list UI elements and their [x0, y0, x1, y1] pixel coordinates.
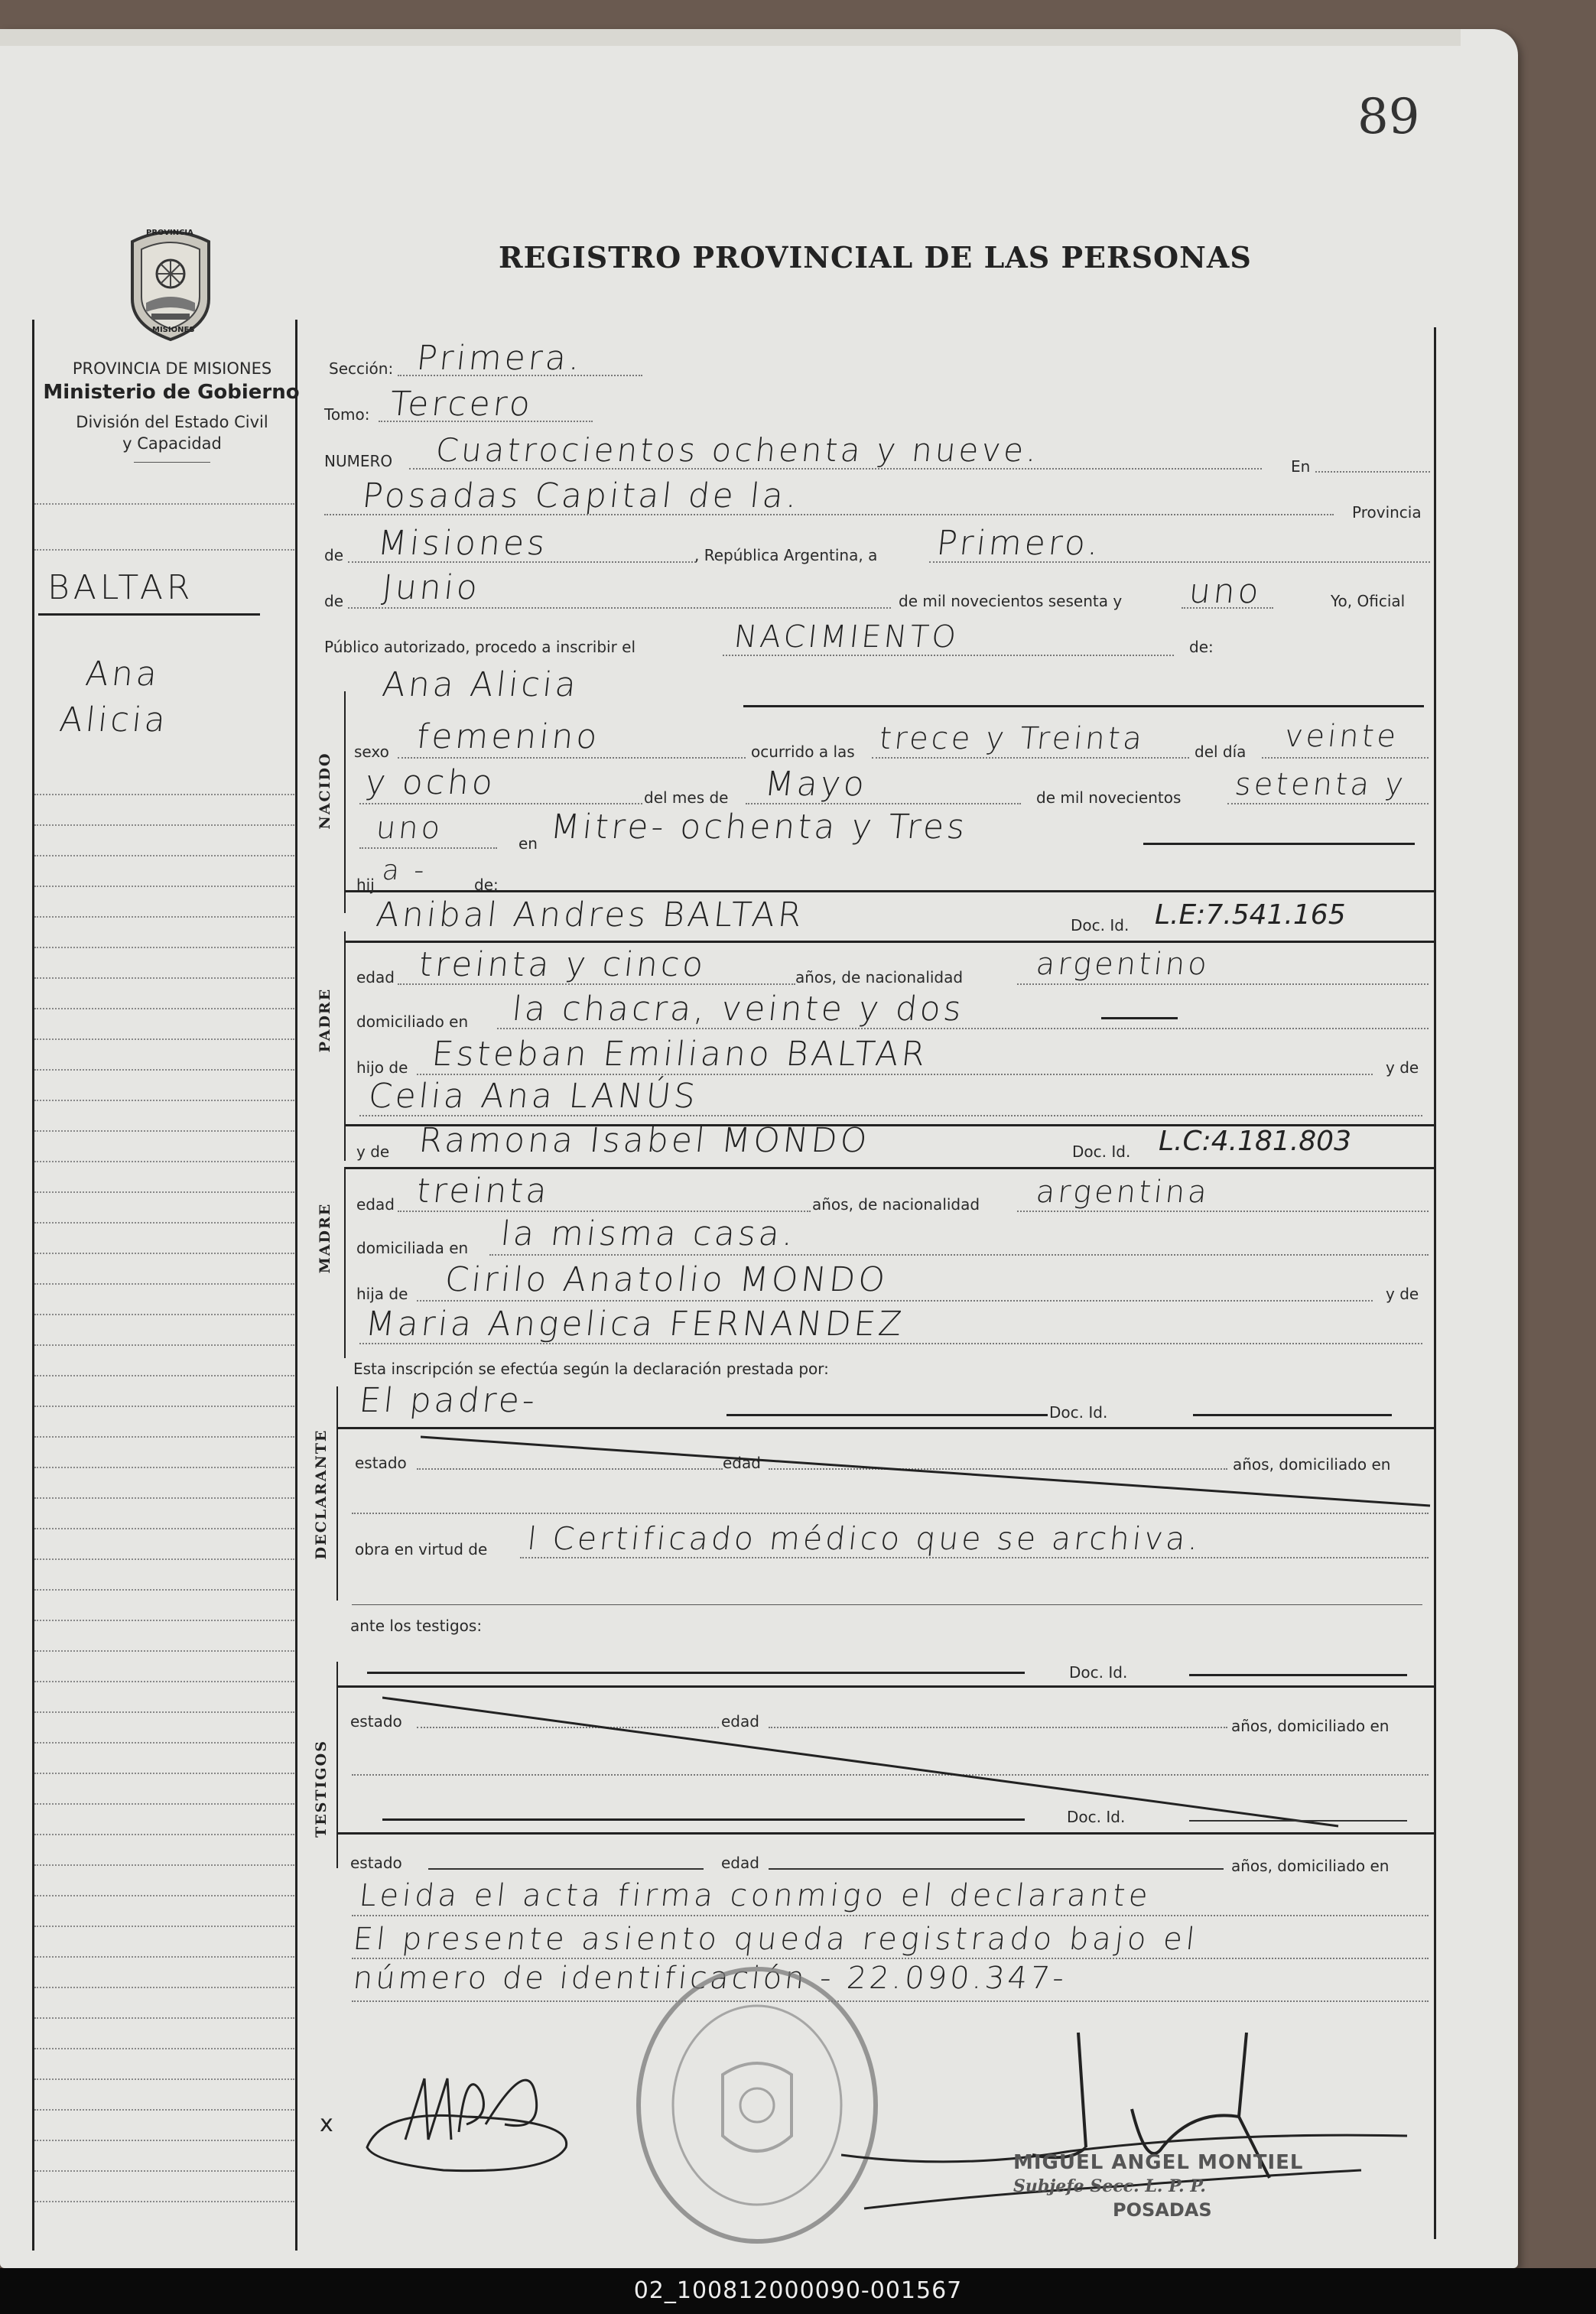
ministry-name: Ministerio de Gobierno	[43, 381, 300, 404]
esta-inscripcion-label: Esta inscripción se efectúa según la declaración prestada por:	[353, 1360, 829, 1378]
en-line	[1315, 471, 1430, 473]
abuela-paterna-value: Celia Ana LANÚS	[366, 1077, 700, 1116]
dia-line1-value: veinte	[1282, 719, 1401, 754]
tipo-line	[723, 655, 1174, 656]
testigo2-name-line	[382, 1818, 1025, 1821]
dia-line2-line	[359, 803, 642, 804]
division-line1: División del Estado Civil	[76, 413, 268, 431]
page-right-border	[1434, 327, 1436, 2239]
de-colon-label: de:	[1189, 638, 1214, 656]
nombre-line	[743, 705, 1424, 707]
testigo1-edad-label: edad	[721, 1712, 759, 1731]
yo-oficial-label: Yo, Oficial	[1331, 592, 1406, 610]
page-number: 89	[1357, 89, 1420, 145]
padre-nacionalidad-value: argentino	[1034, 947, 1212, 982]
mes-value: Mayo	[762, 765, 870, 804]
del-mes-label: del mes de	[644, 788, 729, 807]
note-line3: número de identificación - 22.090.347-	[351, 1961, 1069, 1996]
dia-line1-line	[1262, 757, 1429, 759]
testigo2-edad-line	[769, 1868, 1224, 1870]
madre-nacionalidad-value: argentina	[1034, 1175, 1212, 1210]
testigo1-anos-label: años, domiciliado en	[1231, 1717, 1390, 1735]
official-stamp-line2: Subjefe Secc. L. P. P.	[1013, 2176, 1206, 2196]
seccion-line	[398, 375, 642, 376]
madre-edad-label: edad	[356, 1195, 395, 1214]
declarante-doc-line	[1193, 1414, 1392, 1416]
madre-name-rule	[344, 1167, 1434, 1169]
section-testigos: TESTIGOS	[313, 1740, 330, 1838]
provincia-line	[348, 561, 696, 563]
note-line2-rule	[352, 1958, 1429, 1959]
note-line2: El presente asiento queda registrado bajo el	[351, 1922, 1201, 1957]
padre-edad-line	[398, 983, 795, 985]
anio-inscripcion-value: uno	[1187, 572, 1264, 611]
madre-hija-label: hija de	[356, 1285, 408, 1303]
seal-bottom-text: MISIONES	[152, 326, 195, 334]
lugar-line	[324, 514, 1334, 515]
obra-virtud-label: obra en virtud de	[355, 1540, 488, 1558]
numero-label: NUMERO	[324, 452, 393, 470]
testigo1-estado-label: estado	[350, 1712, 402, 1731]
testigo1-doc-label: Doc. Id.	[1069, 1663, 1128, 1682]
lugar-value: Posadas Capital de la.	[360, 476, 802, 515]
testigo2-estado-label: estado	[350, 1854, 402, 1872]
note-line1-rule	[352, 1915, 1429, 1916]
abuelo-paterno-line	[417, 1074, 1373, 1075]
section-nacido: NACIDO	[317, 752, 333, 830]
madre-doc-value: L.C:4.181.803	[1159, 1126, 1351, 1157]
note-line3-rule	[352, 2000, 1429, 2002]
seccion-value: Primera.	[414, 339, 585, 378]
declarante-cancel-stroke	[421, 1432, 1434, 1509]
anio-line1-line	[1227, 803, 1429, 804]
abuela-materna-value: Maria Angelica FERNANDEZ	[363, 1305, 907, 1344]
padre-edad-value: treinta y cinco	[417, 945, 708, 984]
register-title: REGISTRO PROVINCIAL DE LAS PERSONAS	[499, 240, 1252, 275]
x-mark: x	[320, 2111, 333, 2137]
lugar-nacimiento-line	[1143, 843, 1415, 845]
hij-suffix-value: a -	[380, 855, 429, 886]
numero-value: Cuatrocientos ochenta y nueve.	[434, 431, 1042, 469]
province-name: PROVINCIA DE MISIONES	[72, 359, 272, 378]
madre-domicilio-value: la misma casa.	[499, 1214, 798, 1253]
dia-line2-value: y ocho	[363, 763, 498, 802]
provincial-seal-icon	[117, 226, 224, 341]
provincia-label: Provincia	[1352, 503, 1422, 522]
tomo-line	[379, 421, 593, 422]
madre-value: Ramona Isabel MONDO	[417, 1121, 872, 1160]
abuela-materna-line	[359, 1343, 1422, 1344]
madre-nacionalidad-line	[1017, 1211, 1429, 1212]
official-stamp-name: MIGUEL ANGEL MONTIEL	[1013, 2151, 1304, 2174]
obra-virtud-value: l Certificado médico que se archiva.	[525, 1520, 1204, 1557]
nombre-value: Ana Alicia	[380, 665, 581, 704]
padre-doc-label: Doc. Id.	[1071, 916, 1130, 934]
obra-virtud-line	[520, 1557, 1429, 1558]
testigo2-doc-line	[1189, 1820, 1407, 1822]
declarante-doc-label: Doc. Id.	[1049, 1403, 1108, 1422]
declarant-signature-icon	[352, 2048, 596, 2178]
numero-line	[409, 468, 1262, 470]
padre-domicilio-label: domiciliado en	[356, 1012, 469, 1031]
margin-left-border	[32, 320, 34, 2251]
padre-nacionalidad-line	[1017, 983, 1429, 985]
nacido-vline	[344, 691, 346, 913]
testigo1-rule	[336, 1685, 1434, 1688]
dia-inscripcion-line	[929, 561, 1430, 563]
page-top-edge	[0, 29, 1461, 46]
anio-line2-value: uno	[374, 811, 445, 846]
madre-edad-line	[398, 1211, 811, 1212]
declarante-vline	[336, 1386, 338, 1601]
anio-line2-line	[359, 847, 497, 849]
mes-inscripcion-line	[348, 607, 891, 609]
republica-label: , República Argentina, a	[694, 546, 878, 564]
margin-name-line2: Alicia	[57, 700, 171, 739]
testigo1-name-line	[367, 1672, 1025, 1674]
tomo-label: Tomo:	[324, 405, 370, 424]
image-caption-bar	[0, 2268, 1596, 2314]
tomo-value: Tercero	[388, 385, 535, 424]
declarante-edad-label: edad	[723, 1454, 761, 1472]
madre-vline	[344, 1167, 346, 1358]
section-padre: PADRE	[317, 987, 333, 1053]
de-label-2: de	[324, 592, 343, 610]
madre-y-de-2-label: y de	[1386, 1285, 1419, 1303]
ante-testigos-label: ante los testigos:	[350, 1617, 483, 1635]
abuela-paterna-line	[359, 1115, 1422, 1116]
dia-inscripcion-value: Primero.	[935, 524, 1104, 563]
hora-value: trece y Treinta	[877, 721, 1147, 756]
margin-surname-underline	[38, 613, 260, 616]
sexo-line	[398, 757, 746, 759]
madre-nacionalidad-label: años, de nacionalidad	[812, 1195, 980, 1214]
padre-hijo-label: hijo de	[356, 1058, 408, 1077]
madre-edad-value: treinta	[414, 1172, 552, 1211]
de-mil-sesenta-label: de mil novecientos sesenta y	[899, 592, 1123, 610]
padre-domicilio-line	[497, 1028, 1429, 1029]
seal-top-text: PROVINCIA	[146, 229, 193, 237]
anio-line1-value: setenta y	[1233, 767, 1409, 802]
testigos-cancel-stroke	[382, 1695, 1346, 1832]
padre-name-rule	[344, 941, 1434, 943]
note-line1: Leida el acta firma conmigo el declarante	[357, 1878, 1154, 1913]
obra-second-line	[352, 1604, 1422, 1605]
official-stamp-line3: POSADAS	[1113, 2199, 1212, 2221]
testigo2-rule	[336, 1832, 1434, 1835]
declarante-domicilio-line	[352, 1513, 1429, 1514]
madre-domicilio-label: domiciliada en	[356, 1239, 469, 1257]
mes-line	[746, 803, 1021, 804]
tipo-value: NACIMIENTO	[732, 619, 961, 655]
lugar-nacimiento-value: Mitre- ochenta y Tres	[548, 808, 970, 847]
testigo1-doc-line	[1189, 1674, 1407, 1676]
declarante-value: El padre-	[357, 1381, 540, 1420]
hora-line	[872, 757, 1189, 759]
image-caption-text: 02_100812000090-001567	[633, 2277, 963, 2304]
abuelo-materno-line	[417, 1300, 1373, 1302]
anio-inscripcion-line	[1182, 607, 1273, 609]
en-label: En	[1291, 457, 1311, 476]
margin-name-line1: Ana	[83, 655, 162, 694]
sexo-label: sexo	[354, 743, 389, 761]
padre-nacionalidad-label: años, de nacionalidad	[795, 968, 964, 986]
testigo2-edad-label: edad	[721, 1854, 759, 1872]
testigo2-estado-line	[428, 1868, 704, 1870]
seccion-label: Sección:	[329, 359, 394, 378]
madre-domicilio-line	[489, 1254, 1429, 1256]
madre-doc-label: Doc. Id.	[1072, 1142, 1131, 1161]
abuelo-materno-value: Cirilo Anatolio MONDO	[443, 1260, 890, 1299]
hij-label: hij	[356, 876, 375, 894]
margin-surname: BALTAR	[47, 568, 194, 607]
padre-vline	[344, 931, 346, 1161]
padre-edad-label: edad	[356, 968, 395, 986]
register-page	[0, 29, 1518, 2268]
en-short-label: en	[518, 834, 538, 853]
de-label-1: de	[324, 546, 343, 564]
mes-inscripcion-value: Junio	[380, 568, 483, 607]
publico-label: Público autorizado, procedo a inscribir el	[324, 638, 636, 656]
declarante-name-rule	[336, 1427, 1434, 1429]
padre-y-de-label: y de	[1386, 1058, 1419, 1077]
padre-value: Anibal Andres BALTAR	[374, 895, 807, 934]
madre-y-de-label: y de	[356, 1142, 390, 1161]
section-madre: MADRE	[317, 1202, 333, 1274]
section-declarante: DECLARANTE	[313, 1428, 330, 1560]
sexo-value: femenino	[414, 717, 603, 756]
nacido-bottom-rule	[344, 890, 1434, 892]
testigo2-anos-label: años, domiciliado en	[1231, 1857, 1390, 1875]
del-dia-label: del día	[1195, 743, 1247, 761]
testigos-vline	[336, 1662, 338, 1868]
margin-right-border	[295, 320, 297, 2251]
padre-doc-value: L.E:7.541.165	[1155, 899, 1346, 931]
ocurrido-label: ocurrido a las	[751, 743, 855, 761]
division-line2: y Capacidad	[122, 434, 222, 453]
provincia-value: Misiones	[375, 524, 550, 563]
padre-domicilio-dash	[1101, 1017, 1178, 1019]
declarante-estado-label: estado	[355, 1454, 407, 1472]
testigo2-doc-label: Doc. Id.	[1067, 1808, 1126, 1826]
declarante-line	[726, 1414, 1048, 1416]
declarante-anos-label: años, domiciliado en	[1233, 1455, 1391, 1474]
de-mil-novecientos-label: de mil novecientos	[1036, 788, 1182, 807]
division-underline	[134, 462, 210, 463]
de-semicolon-label: de;	[474, 876, 499, 894]
padre-domicilio-value: la chacra, veinte y dos	[510, 990, 967, 1029]
abuelo-paterno-value: Esteban Emiliano BALTAR	[430, 1035, 931, 1074]
